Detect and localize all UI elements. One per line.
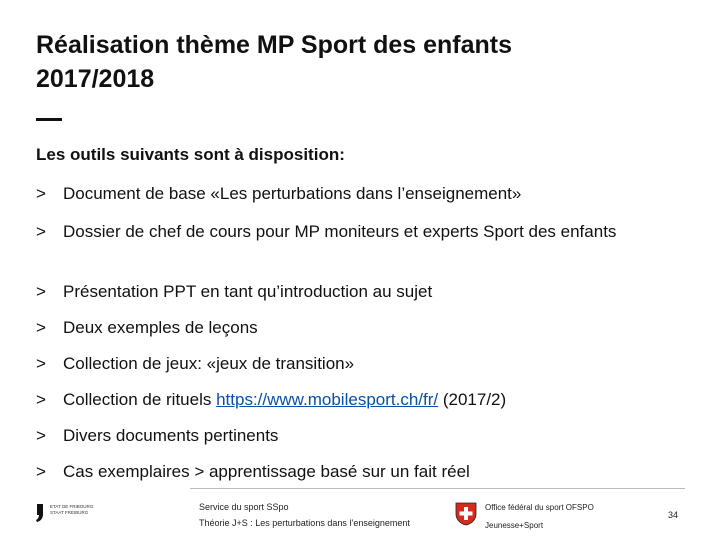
- bullet-marker: >: [36, 462, 46, 481]
- bullet-item: [36, 389, 506, 411]
- bullet-text: Présentation PPT en tant qu’introduction au sujet: [63, 282, 433, 301]
- bullet-item: [36, 221, 683, 243]
- bullet-marker: >: [36, 318, 46, 337]
- bullet-text: Dossier de chef de cours pour MP moniteurs et experts Sport des enfants: [63, 222, 617, 241]
- bullet-text: Collection de rituels: [63, 390, 212, 409]
- bullet-marker: >: [36, 426, 46, 445]
- bullet-item: [36, 353, 354, 375]
- bullet-marker: >: [36, 282, 46, 301]
- bullet-text: Divers documents pertinents: [63, 426, 279, 445]
- footer-office: Office fédéral du sport OFSPO: [485, 503, 594, 512]
- slide-title-line1: Réalisation thème MP Sport des enfants: [36, 31, 513, 59]
- bullet-text: Cas exemplaires > apprentissage basé sur un fait réel: [63, 462, 470, 481]
- bullet-text: Deux exemples de leçons: [63, 318, 258, 337]
- bullet-suffix: (2017/2): [438, 390, 507, 409]
- bullet-item: [36, 461, 470, 483]
- footer-service: Service du sport SSpo: [199, 502, 289, 512]
- bullet-item: [36, 317, 258, 339]
- footer-divider: [190, 488, 685, 489]
- canton-name-line2: STAAT FREIBURG: [50, 510, 89, 515]
- footer-left: [199, 499, 410, 531]
- footer-theory: Théorie J+S : Les perturbations dans l’enseignement: [199, 518, 410, 528]
- footer-right: [485, 499, 594, 535]
- page-number: 34: [668, 510, 679, 520]
- bullet-marker: >: [36, 184, 46, 203]
- canton-name-line1: ETAT DE FRIBOURG: [50, 504, 94, 509]
- slide-subtitle: Les outils suivants sont à disposition:: [36, 145, 345, 164]
- slide-title: [36, 28, 676, 96]
- fribourg-canton-logo-icon: [36, 500, 116, 530]
- bullet-text: Collection de jeux: «jeux de transition»: [63, 354, 355, 373]
- bullet-marker: >: [36, 390, 46, 409]
- bullet-item: [36, 281, 432, 303]
- bullet-marker: >: [36, 222, 46, 241]
- swiss-cross-shield-icon: [455, 502, 477, 526]
- bullet-item: [36, 183, 521, 205]
- slide-title-line2: 2017/2018: [36, 65, 155, 93]
- title-underline: [36, 118, 62, 121]
- footer-program: Jeunesse+Sport: [485, 521, 544, 530]
- bullet-marker: >: [36, 354, 46, 373]
- bullet-item: [36, 425, 278, 447]
- mobilesport-link[interactable]: https://www.mobilesport.ch/fr/: [216, 390, 439, 409]
- bullet-text: Document de base «Les perturbations dans l’enseignement»: [63, 184, 522, 203]
- canton-comma-icon: [36, 504, 44, 522]
